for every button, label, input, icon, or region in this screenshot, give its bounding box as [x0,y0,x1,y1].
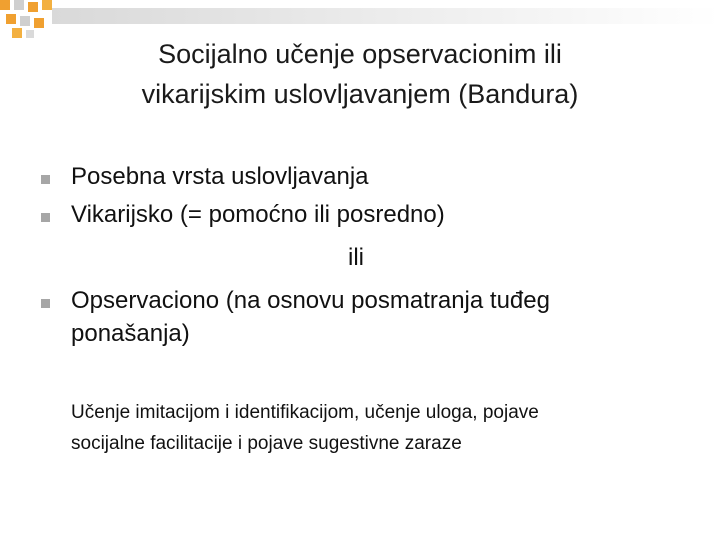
square-bullet-icon [41,175,50,184]
slide-title-line-1: Socijalno učenje opservacionim ili [158,39,562,69]
square-bullet-icon [41,299,50,308]
bullet-text-line-1: Opservaciono (na osnovu posmatranja tuđeg [71,287,550,314]
slide-note [71,397,681,459]
square-bullet-icon [41,213,50,222]
slide-title-line-2: vikarijskim uslovljavanjem (Bandura) [141,79,579,109]
slide-note-line-2: socijalne facilitacije i pojave sugestivne zaraze [71,433,462,454]
bullet-text: Vikarijsko (= pomoćno ili posredno) [71,201,445,228]
slide-note-line-1: Učenje imitacijom i identifikacijom, učenje uloga, pojave [71,402,539,423]
bullet-text: Posebna vrsta uslovljavanja [71,163,369,190]
bullet-connector-text: ili [348,244,364,271]
bullet-text-line-2: ponašanja) [71,320,190,347]
bullet-text-multiline [71,284,691,350]
